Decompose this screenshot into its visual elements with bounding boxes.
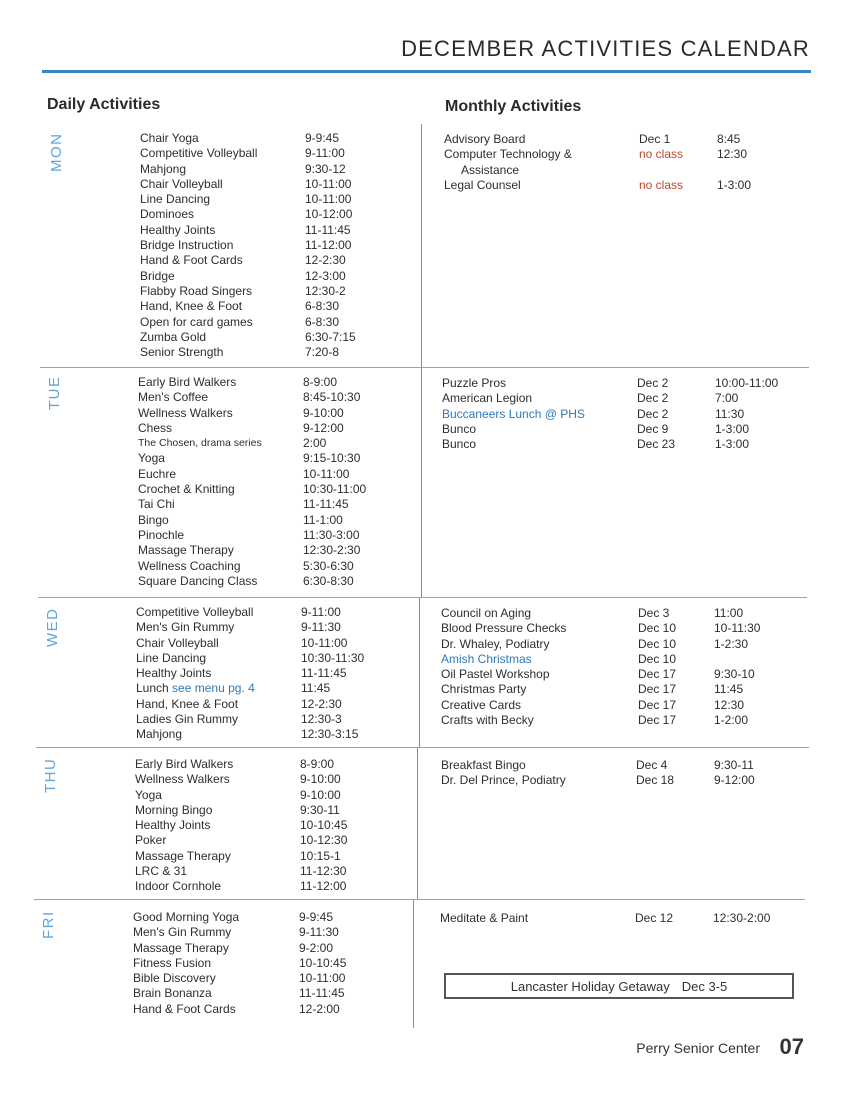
- activity-time: 6:30-7:15: [305, 329, 356, 344]
- daily-activity-row: [138, 559, 408, 574]
- daily-activity-row: [140, 238, 410, 253]
- day-divider: [40, 367, 809, 368]
- activity-time: 7:00: [715, 391, 739, 406]
- daily-activity-row: [136, 697, 406, 712]
- activity-name: Yoga: [135, 787, 162, 802]
- daily-activity-row: [135, 757, 405, 772]
- activity-date: Dec 2: [637, 391, 669, 406]
- activity-time: 9-10:00: [303, 405, 344, 420]
- activity-name: Christmas Party: [441, 682, 527, 697]
- activity-time: 1-3:00: [715, 421, 750, 436]
- activity-date: Dec 10: [638, 621, 677, 636]
- daily-activity-row: [135, 803, 405, 818]
- activity-date: Dec 9: [637, 421, 669, 436]
- daily-activity-row: [136, 666, 406, 681]
- daily-activity-row: [138, 390, 408, 405]
- activity-name: Mahjong: [136, 727, 183, 742]
- day-label-wed: WED: [44, 607, 61, 647]
- activity-time: 9-11:00: [305, 146, 345, 161]
- monthly-activity-row: [441, 621, 801, 636]
- activity-time: 10:00-11:00: [715, 376, 779, 390]
- activity-time: 11:30: [715, 406, 745, 421]
- daily-activity-row: [138, 513, 408, 528]
- daily-activity-row: [135, 864, 405, 879]
- activity-time: 11-12:00: [300, 879, 347, 894]
- monthly-activity-row: [441, 667, 801, 682]
- daily-activity-row: [138, 482, 408, 497]
- activity-name: Men's Gin Rummy: [136, 620, 235, 635]
- activity-name: Dr. Whaley, Podiatry: [441, 636, 550, 651]
- activity-date: Dec 17: [638, 667, 677, 682]
- activity-time: 10-11:30: [714, 621, 761, 636]
- activity-time: 11-11:45: [303, 497, 349, 512]
- daily-activity-row: [133, 925, 403, 940]
- activity-time: 12:30-2:00: [713, 911, 771, 925]
- activity-time: 1-2:00: [714, 713, 749, 728]
- monthly-activity-row: [441, 606, 801, 621]
- activity-time: 10-11:00: [305, 176, 352, 191]
- activity-time: 11-12:30: [300, 864, 347, 879]
- daily-activity-row: [136, 681, 406, 696]
- monthly-activity-row: [440, 911, 800, 926]
- daily-activity-row: [140, 146, 410, 161]
- activity-time: 8:45-10:30: [303, 390, 361, 405]
- daily-list-thu: [135, 757, 405, 895]
- daily-activity-row: [135, 772, 405, 787]
- day-label-thu: THU: [42, 757, 59, 793]
- activity-name: Bingo: [138, 512, 169, 527]
- daily-activity-row: [135, 833, 405, 848]
- activity-name: Competitive Volleyball: [140, 146, 258, 161]
- activity-name: Massage Therapy: [135, 848, 231, 863]
- daily-activity-row: [133, 971, 403, 986]
- activity-name: Healthy Joints: [140, 222, 216, 237]
- activity-name: Crafts with Becky: [441, 713, 534, 728]
- daily-activity-row: [140, 131, 410, 146]
- activity-date: Dec 17: [638, 713, 677, 728]
- column-divider: [421, 124, 422, 598]
- activity-date: no class: [639, 147, 684, 162]
- activity-name: Blood Pressure Checks: [441, 621, 567, 636]
- activity-name: Buccaneers Lunch @ PHS: [442, 406, 585, 421]
- activity-time: 10:30-11:00: [303, 482, 367, 497]
- activity-time: 11:30-3:00: [303, 527, 360, 542]
- activity-time: 9-12:00: [714, 773, 755, 788]
- activity-name: Amish Christmas: [441, 651, 532, 666]
- activity-time: 9-12:00: [303, 420, 344, 435]
- activity-time: 12-3:00: [305, 268, 346, 283]
- activity-name: Morning Bingo: [135, 802, 213, 817]
- daily-list-mon: [140, 131, 410, 360]
- activity-name: Hand, Knee & Foot: [140, 299, 243, 314]
- daily-activity-row: [138, 528, 408, 543]
- monthly-activity-row: [441, 773, 801, 788]
- activity-time: 11:45: [714, 682, 744, 697]
- activity-name: Dr. Del Prince, Podiatry: [441, 773, 566, 788]
- page-title: DECEMBER ACTIVITIES CALENDAR: [401, 36, 810, 61]
- activity-name: Chair Volleyball: [136, 635, 219, 650]
- monthly-list-tue: [442, 376, 802, 452]
- activity-time: 7:20-8: [305, 345, 340, 360]
- daily-activity-row: [133, 956, 403, 971]
- activity-name: Bunco: [442, 437, 477, 452]
- activity-name: Healthy Joints: [135, 818, 211, 833]
- activity-date: Dec 23: [637, 437, 676, 452]
- activity-date: Dec 1: [639, 132, 671, 146]
- daily-activity-row: [135, 818, 405, 833]
- activity-name: American Legion: [442, 391, 533, 406]
- activity-time: 9-11:30: [299, 925, 339, 940]
- daily-activity-row: [140, 177, 410, 192]
- monthly-activity-row: [442, 376, 802, 391]
- activity-name: Advisory Board: [444, 132, 526, 146]
- activity-time: 10-10:45: [299, 955, 347, 970]
- monthly-activities-heading: Monthly Activities: [445, 98, 582, 115]
- title-rule: [42, 70, 811, 73]
- activity-time: 11-11:45: [299, 986, 345, 1001]
- activity-name: Fitness Fusion: [133, 955, 212, 970]
- daily-activity-row: [140, 315, 410, 330]
- activity-name: Lunch: [136, 681, 169, 696]
- activity-date: Dec 2: [637, 376, 669, 390]
- activity-name: Men's Gin Rummy: [133, 925, 232, 940]
- activity-time: 10-11:00: [301, 635, 348, 650]
- daily-list-fri: [133, 910, 403, 1017]
- daily-activity-row: [135, 788, 405, 803]
- activity-name: Bridge Instruction: [140, 238, 234, 253]
- activity-date: Dec 3: [638, 606, 670, 620]
- activity-time: 12:30-3: [301, 712, 342, 727]
- daily-activity-row: [136, 727, 406, 742]
- activity-name: Dominoes: [140, 207, 195, 222]
- activity-time: 9-9:45: [305, 131, 340, 145]
- column-divider: [419, 598, 420, 748]
- activity-name: The Chosen, drama series: [138, 437, 262, 450]
- daily-list-tue: [138, 375, 408, 589]
- activity-time: 9-11:00: [301, 605, 341, 619]
- activity-time: 12:30-3:15: [301, 727, 359, 742]
- activity-time: 1-2:30: [714, 636, 749, 651]
- daily-activity-row: [140, 284, 410, 299]
- monthly-activity-row: [444, 163, 804, 178]
- activity-time: 1-3:00: [715, 437, 750, 452]
- activity-name: Hand & Foot Cards: [140, 253, 243, 268]
- monthly-activity-row: [442, 422, 802, 437]
- activity-time: 11-11:45: [305, 222, 351, 237]
- activity-name: Healthy Joints: [136, 666, 212, 681]
- daily-activity-row: [136, 636, 406, 651]
- daily-activity-row: [140, 269, 410, 284]
- monthly-list-mon: [444, 132, 804, 193]
- daily-activities-heading: Daily Activities: [47, 96, 161, 113]
- activity-name: Meditate & Paint: [440, 911, 529, 925]
- daily-activity-row: [140, 207, 410, 222]
- activity-time: 1-3:00: [717, 177, 752, 192]
- activity-name: Creative Cards: [441, 697, 522, 712]
- day-divider: [34, 899, 805, 900]
- activity-time: 10-11:00: [303, 466, 350, 481]
- activity-name: Bible Discovery: [133, 971, 216, 986]
- activity-time: 10-12:30: [300, 833, 348, 848]
- activity-name: Ladies Gin Rummy: [136, 712, 239, 727]
- activity-name: Chair Yoga: [140, 131, 199, 145]
- activity-name: Good Morning Yoga: [133, 910, 240, 924]
- monthly-activity-row: [441, 682, 801, 697]
- daily-activity-row: [135, 879, 405, 894]
- daily-activity-row: [138, 574, 408, 589]
- monthly-activity-row: [442, 391, 802, 406]
- daily-activity-row: [138, 406, 408, 421]
- footer-center-name: Perry Senior Center: [636, 1040, 760, 1056]
- daily-activity-row: [140, 223, 410, 238]
- menu-link[interactable]: see menu pg. 4: [172, 681, 255, 696]
- activity-time: 8:45: [717, 132, 741, 146]
- daily-activity-row: [136, 620, 406, 635]
- monthly-activity-row: [441, 713, 801, 728]
- activity-name: Council on Aging: [441, 606, 532, 620]
- daily-activity-row: [136, 651, 406, 666]
- daily-activity-row: [140, 345, 410, 360]
- daily-activity-row: [133, 941, 403, 956]
- activity-time: 9-10:00: [300, 772, 341, 787]
- activity-name: Massage Therapy: [138, 543, 234, 558]
- activity-time: 12:30-2: [305, 283, 346, 298]
- activity-time: 9-9:45: [299, 910, 334, 924]
- activity-name: Hand, Knee & Foot: [136, 696, 239, 711]
- daily-activity-row: [138, 467, 408, 482]
- activity-name: Wellness Coaching: [138, 558, 241, 573]
- activity-date: Dec 2: [637, 406, 669, 421]
- activity-name: Legal Counsel: [444, 177, 521, 192]
- daily-activity-row: [136, 712, 406, 727]
- activity-name: Oil Pastel Workshop: [441, 667, 550, 682]
- monthly-activity-row: [442, 437, 802, 452]
- activity-time: 10-11:00: [305, 192, 352, 207]
- getaway-box: [444, 973, 794, 999]
- monthly-activity-row: [441, 637, 801, 652]
- activity-name: Flabby Road Singers: [140, 283, 253, 298]
- activity-date: Dec 12: [635, 911, 674, 925]
- day-label-fri: FRI: [40, 910, 57, 939]
- activity-name: Euchre: [138, 466, 177, 481]
- activity-name: Line Dancing: [136, 650, 207, 665]
- activity-time: 12:30: [714, 697, 745, 712]
- activity-date: Dec 18: [636, 773, 675, 788]
- monthly-activity-row: [441, 758, 801, 773]
- day-divider: [38, 597, 807, 598]
- getaway-name: Lancaster Holiday Getaway: [510, 978, 670, 994]
- activity-name: Massage Therapy: [133, 940, 229, 955]
- daily-list-wed: [136, 605, 406, 743]
- activity-name: Bridge: [140, 268, 175, 283]
- activity-name: Poker: [135, 833, 167, 848]
- activity-time: 11-1:00: [303, 512, 343, 527]
- activity-time: 11:45: [301, 681, 331, 696]
- activity-time: 9-10:00: [300, 787, 341, 802]
- activity-name: Open for card games: [140, 314, 253, 329]
- activity-time: 8-9:00: [300, 757, 335, 771]
- activity-name: Chair Volleyball: [140, 176, 223, 191]
- activity-time: 8-9:00: [303, 375, 338, 389]
- activity-name: Yoga: [138, 451, 165, 466]
- activity-name: Wellness Walkers: [138, 405, 233, 420]
- daily-activity-row: [136, 605, 406, 620]
- activity-date: Dec 10: [638, 636, 677, 651]
- activity-time: 10-12:00: [305, 207, 353, 222]
- activity-name: Computer Technology &: [444, 147, 572, 162]
- monthly-list-fri: [440, 911, 800, 926]
- activity-name: Chess: [138, 420, 173, 435]
- activity-name: Competitive Volleyball: [136, 605, 254, 619]
- monthly-list-thu: [441, 758, 801, 789]
- daily-activity-row: [140, 192, 410, 207]
- column-divider: [417, 748, 418, 900]
- activity-name: Early Bird Walkers: [135, 757, 234, 771]
- daily-activity-row: [140, 299, 410, 314]
- day-label-mon: MON: [48, 132, 65, 172]
- daily-activity-row: [138, 497, 408, 512]
- daily-activity-row: [138, 421, 408, 436]
- activity-time: 5:30-6:30: [303, 558, 354, 573]
- activity-name: Breakfast Bingo: [441, 758, 526, 772]
- activity-time: 9:30-11: [714, 758, 754, 772]
- column-divider: [413, 900, 414, 1028]
- activity-name: Hand & Foot Cards: [133, 1001, 236, 1016]
- activity-name: Brain Bonanza: [133, 986, 212, 1001]
- activity-time: 6-8:30: [305, 314, 340, 329]
- activity-name: Mahjong: [140, 161, 187, 176]
- daily-activity-row: [140, 330, 410, 345]
- activity-name: Men's Coffee: [138, 390, 209, 405]
- activity-name: Square Dancing Class: [138, 573, 258, 588]
- day-divider: [36, 747, 809, 748]
- activity-time: 9:30-12: [305, 161, 346, 176]
- activity-name: Zumba Gold: [140, 329, 207, 344]
- activity-time: 9:15-10:30: [303, 451, 361, 466]
- activity-time: 11-11:45: [301, 666, 347, 681]
- activity-name: Tai Chi: [138, 497, 175, 512]
- activity-time: 9:30-11: [300, 802, 340, 817]
- activity-time: 11:00: [714, 606, 744, 620]
- activity-time: 10-10:45: [300, 818, 348, 833]
- daily-activity-row: [138, 375, 408, 390]
- activity-time: 12:30: [717, 147, 748, 162]
- daily-activity-row: [138, 543, 408, 558]
- activity-time: 12-2:00: [299, 1001, 340, 1016]
- activity-time: 9-2:00: [299, 940, 334, 955]
- daily-activity-row: [138, 436, 408, 451]
- activity-name: Line Dancing: [140, 192, 211, 207]
- activity-time: 10:15-1: [300, 848, 341, 863]
- activity-name: Bunco: [442, 421, 477, 436]
- daily-activity-row: [133, 910, 403, 925]
- activity-time: 12-2:30: [301, 696, 342, 711]
- activity-name: Assistance: [461, 162, 520, 177]
- activity-name: Senior Strength: [140, 345, 224, 360]
- monthly-activity-row: [442, 407, 802, 422]
- activity-date: Dec 4: [636, 758, 668, 772]
- activity-time: 12-2:30: [305, 253, 346, 268]
- getaway-date: Dec 3-5: [681, 978, 728, 994]
- daily-activity-row: [133, 986, 403, 1001]
- activity-name: Pinochle: [138, 527, 185, 542]
- monthly-activity-row: [441, 698, 801, 713]
- activity-time: 9-11:30: [301, 620, 341, 635]
- day-label-tue: TUE: [46, 375, 63, 410]
- activity-time: 9:30-10: [714, 667, 755, 682]
- activity-time: 11-12:00: [305, 238, 352, 253]
- activity-date: Dec 10: [638, 651, 677, 666]
- monthly-list-wed: [441, 606, 801, 728]
- activity-name: Crochet & Knitting: [138, 482, 235, 497]
- activity-time: 10-11:00: [299, 971, 346, 986]
- monthly-activity-row: [444, 132, 804, 147]
- activity-name: LRC & 31: [135, 864, 188, 879]
- monthly-activity-row: [444, 178, 804, 193]
- activity-name: Indoor Cornhole: [135, 879, 222, 894]
- activity-name: Early Bird Walkers: [138, 375, 237, 389]
- footer-page-number: 07: [779, 1034, 804, 1059]
- activity-time: 2:00: [303, 436, 327, 451]
- activity-date: Dec 17: [638, 697, 677, 712]
- daily-activity-row: [138, 451, 408, 466]
- activity-time: 6-8:30: [305, 299, 340, 314]
- activity-date: no class: [639, 177, 684, 192]
- monthly-activity-row: [444, 147, 804, 162]
- activity-name: Wellness Walkers: [135, 772, 230, 787]
- activity-time: 10:30-11:30: [301, 650, 365, 665]
- activity-time: 12:30-2:30: [303, 543, 361, 558]
- activity-time: 6:30-8:30: [303, 573, 354, 588]
- daily-activity-row: [135, 849, 405, 864]
- monthly-activity-row: [441, 652, 801, 667]
- daily-activity-row: [140, 253, 410, 268]
- daily-activity-row: [140, 162, 410, 177]
- activity-date: Dec 17: [638, 682, 677, 697]
- daily-activity-row: [133, 1002, 403, 1017]
- activity-name: Puzzle Pros: [442, 376, 507, 390]
